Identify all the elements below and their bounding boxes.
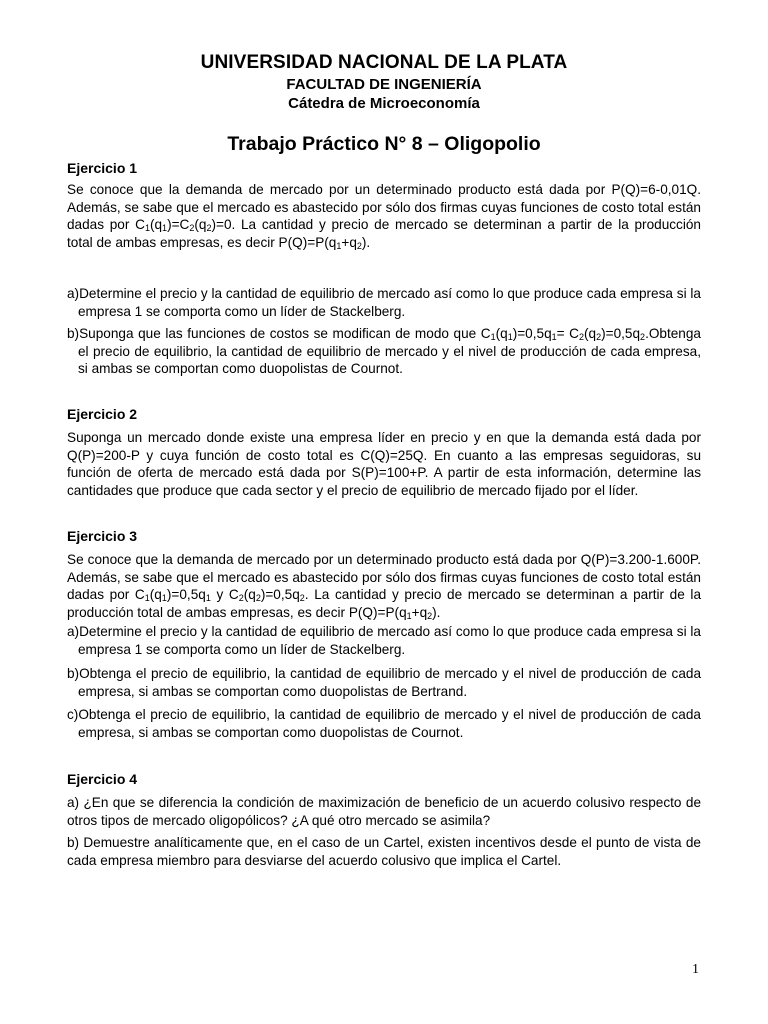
university-name: UNIVERSIDAD NACIONAL DE LA PLATA (200, 52, 568, 73)
exercise-4-item-a: a) ¿En que se diferencia la condición de maximización de beneficio de un acuerdo colusivo respecto de otros tipos de mercado oligopólicos? ¿A qué otro mercado se asimila? (67, 795, 701, 828)
exercise-2-heading: Ejercicio 2 (67, 406, 138, 422)
faculty-name: FACULTAD DE INGENIERÍA (286, 76, 482, 93)
page-number: 1 (692, 962, 699, 977)
chair-name: Cátedra de Microeconomía (288, 95, 480, 112)
exercise-3-intro: Se conoce que la demanda de mercado por un determinado producto está dada por Q(P)=3.200-1.600P. Además, se sabe que el mercado es abastecido por sólo dos firmas cuyas funciones de costo total están dadas por $C_1(q_1)=0,5q_1$ y $C_2(q_2)=0,5q_2$. La cantidad y precio de mercado se determinan a partir de la producción total de ambas empresas, es decir $P(Q)=P(q_1+q_2)$. (67, 552, 702, 621)
exercise-3-heading: Ejercicio 3 (67, 528, 138, 544)
exercise-1-intro: Se conoce que la demanda de mercado por un determinado producto está dada por P(Q)=6-0,01Q. Además, se sabe que el mercado es abastecido por sólo dos firmas cuyas funciones de costo total están dadas por $C_1(q_1)=C_2(q_2)=0$. La cantidad y precio de mercado se determinan a partir de la producción total de ambas empresas, es decir $P(Q)=P(q_1+q_2)$. (67, 182, 701, 251)
exercise-3-item-c: c)Obtenga el precio de equilibrio, la cantidad de equilibrio de mercado y el nivel de producción de cada empresa, si ambas se comportan como duopolistas de Cournot. (67, 707, 701, 740)
exercise-4-heading: Ejercicio 4 (67, 771, 138, 787)
exercise-2-text: Suponga un mercado donde existe una empresa líder en precio y en que la demanda está dada por Q(P)=200-P y cuya función de costo total es C(Q)=25Q. En cuanto a las empresas seguidoras, su función de oferta de mercado está dada por S(P)=100+P. A partir de esta información, determine las cantidades que produce que cada sector y el precio de equilibrio de mercado fijado por el líder. (67, 430, 701, 498)
exercise-3-item-a: a)Determine el precio y la cantidad de equilibrio de mercado así como lo que produce cada empresa si la empresa 1 se comporta como un líder de Stackelberg. (67, 624, 701, 657)
exercise-1-item-b: b)Suponga que las funciones de costos se modifican de modo que $C_1(q_1)=0,5q_1=$ $C_2(q_2)=0,5q_2.Obtenga$ el precio de equilibrio, la cantidad de equilibrio de mercado y el nivel de producción de cada empresa, si ambas se comportan como duopolistas de Cournot. (67, 326, 701, 376)
document-title: Trabajo Práctico N° 8 – Oligopolio (227, 133, 541, 155)
exercise-4-item-b: b) Demuestre analíticamente que, en el caso de un Cartel, existen incentivos desde el punto de vista de cada empresa miembro para desviarse del acuerdo colusivo que implica el Cartel. (67, 835, 701, 868)
exercise-1-heading: Ejercicio 1 (67, 160, 138, 176)
exercise-1-item-a: a)Determine el precio y la cantidad de equilibrio de mercado así como lo que produce cada empresa si la empresa 1 se comporta como un líder de Stackelberg. (67, 286, 701, 319)
exercise-3-item-b: b)Obtenga el precio de equilibrio, la cantidad de equilibrio de mercado y el nivel de producción de cada empresa, si ambas se comportan como duopolistas de Bertrand. (67, 666, 701, 699)
